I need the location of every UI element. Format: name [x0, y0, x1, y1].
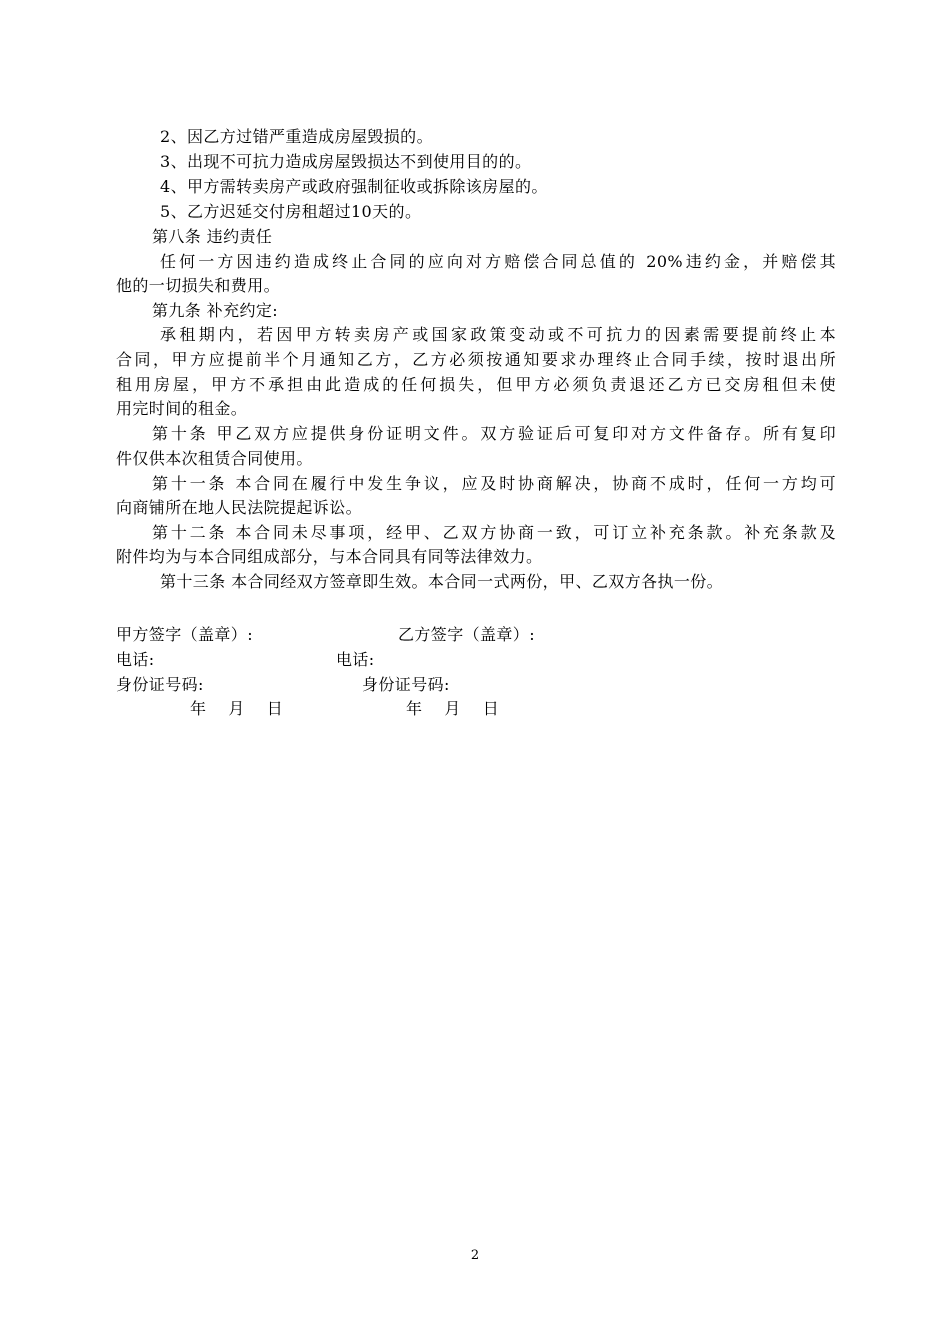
party-a-signature-label: 甲方签字（盖章）:	[116, 625, 253, 644]
article-8-title: 第八条 违约责任	[152, 227, 273, 246]
article-9-line-2: 合同，甲方应提前半个月通知乙方，乙方必须按通知要求办理终止合同手续，按时退出所	[116, 350, 836, 369]
clause-item-4: 4、甲方需转卖房产或政府强制征收或拆除该房屋的。	[160, 177, 548, 196]
article-9-title: 第九条 补充约定:	[152, 301, 279, 320]
party-b-signature-label: 乙方签字（盖章）:	[398, 625, 535, 644]
article-10-line-2: 件仅供本次租赁合同使用。	[116, 449, 313, 468]
party-b-date: 年 月 日	[406, 699, 500, 718]
party-b-id-label: 身份证号码:	[362, 675, 450, 694]
article-9-line-1: 承租期内，若因甲方转卖房产或国家政策变动或不可抗力的因素需要提前终止本	[160, 325, 836, 344]
article-10-line-1: 第十条 甲乙双方应提供身份证明文件。双方验证后可复印对方文件备存。所有复印	[152, 424, 836, 443]
article-12-line-1: 第十二条 本合同未尽事项，经甲、乙双方协商一致，可订立补充条款。补充条款及	[152, 523, 836, 542]
article-11-line-2: 向商铺所在地人民法院提起诉讼。	[116, 498, 363, 517]
party-a-phone-label: 电话:	[116, 650, 155, 669]
article-13-line-1: 第十三条 本合同经双方签章即生效。本合同一式两份，甲、乙双方各执一份。	[160, 572, 724, 591]
article-9-line-3: 租用房屋，甲方不承担由此造成的任何损失，但甲方必须负责退还乙方已交房租但未使	[116, 375, 836, 394]
article-11-line-1: 第十一条 本合同在履行中发生争议，应及时协商解决，协商不成时，任何一方均可	[152, 474, 836, 493]
article-12-line-2: 附件均为与本合同组成部分，与本合同具有同等法律效力。	[116, 547, 543, 566]
clause-item-3: 3、出现不可抗力造成房屋毁损达不到使用目的的。	[160, 152, 532, 171]
party-b-phone-label: 电话:	[336, 650, 375, 669]
article-9-line-4: 用完时间的租金。	[116, 399, 248, 418]
party-a-date: 年 月 日	[190, 699, 284, 718]
clause-item-5: 5、乙方迟延交付房租超过10天的。	[160, 202, 422, 221]
article-8-line-2: 他的一切损失和费用。	[116, 276, 281, 295]
party-a-id-label: 身份证号码:	[116, 675, 204, 694]
clause-item-2: 2、因乙方过错严重造成房屋毁损的。	[160, 127, 433, 146]
page-number: 2	[470, 1248, 480, 1263]
article-8-line-1: 任何一方因违约造成终止合同的应向对方赔偿合同总值的 20%违约金，并赔偿其	[160, 252, 836, 271]
